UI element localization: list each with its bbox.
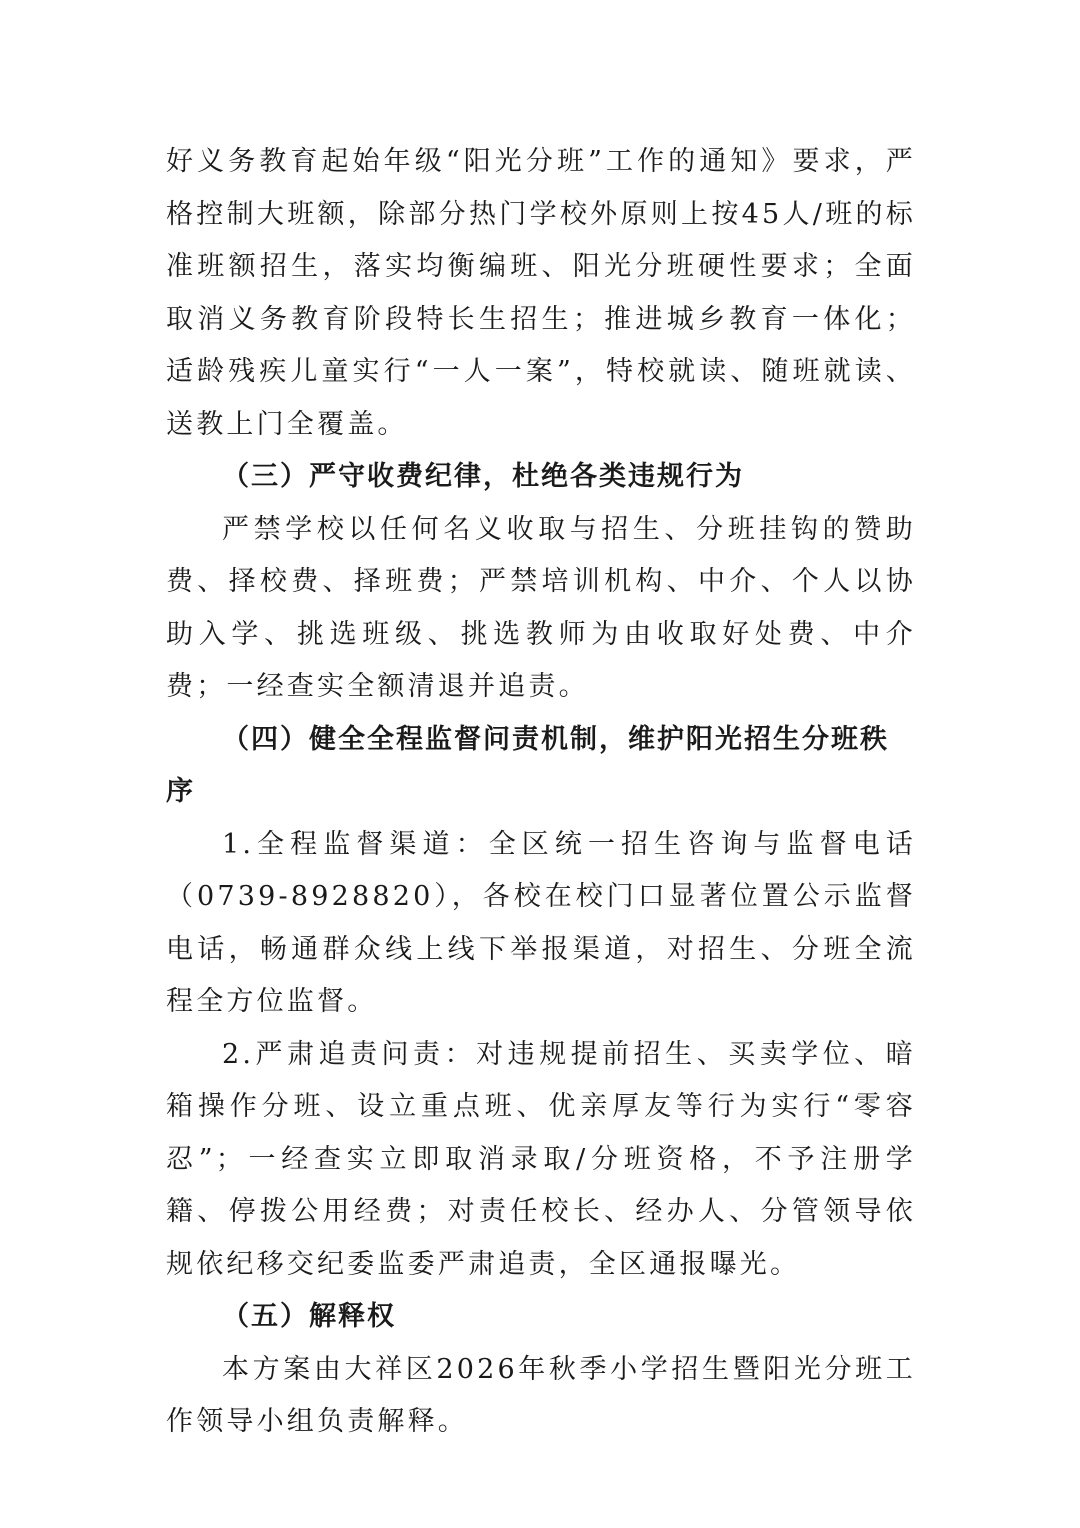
paragraph-interpretation: 本方案由大祥区2026年秋季小学招生暨阳光分班工作领导小组负责解释。 [166,1353,916,1437]
paragraph-class-size: 好义务教育起始年级“阳光分班”工作的通知》要求，严格控制大班额，除部分热门学校外原则上按45人/班的标准班额招生，落实均衡编班、阳光分班硬性要求；全面取消义务教育阶段特长生招生；推进城乡教育一体化；适龄残疾儿童实行“一人一案”，特校就读、随班就读、送教上门全覆盖。 [166,146,916,440]
paragraph-supervision-channel: 1.全程监督渠道：全区统一招生咨询与监督电话（0739-8928820），各校在校门口显著位置公示监督电话，畅通群众线上线下举报渠道，对招生、分班全流程全方位监督。 [166,828,916,1017]
paragraph-fee-prohibition: 严禁学校以任何名义收取与招生、分班挂钩的赞助费、择校费、择班费；严禁培训机构、中介、个人以协助入学、挑选班级、挑选教师为由收取好处费、中介费；一经查实全额清退并追责。 [166,513,916,702]
heading-fee-discipline: （三）严守收费纪律，杜绝各类违规行为 [222,461,744,492]
heading-interpretation: （五）解释权 [222,1301,396,1332]
heading-supervision-mechanism: （四）健全全程监督问责机制，维护阳光招生分班秩序 [166,723,889,807]
document-page [166,136,916,1449]
paragraph-accountability: 2.严肃追责问责：对违规提前招生、买卖学位、暗箱操作分班、设立重点班、优亲厚友等行为实行“零容忍”；一经查实立即取消录取/分班资格，不予注册学籍、停拨公用经费；对责任校长、经办人、分管领导依规依纪移交纪委监委严肃追责，全区通报曝光。 [166,1038,916,1280]
